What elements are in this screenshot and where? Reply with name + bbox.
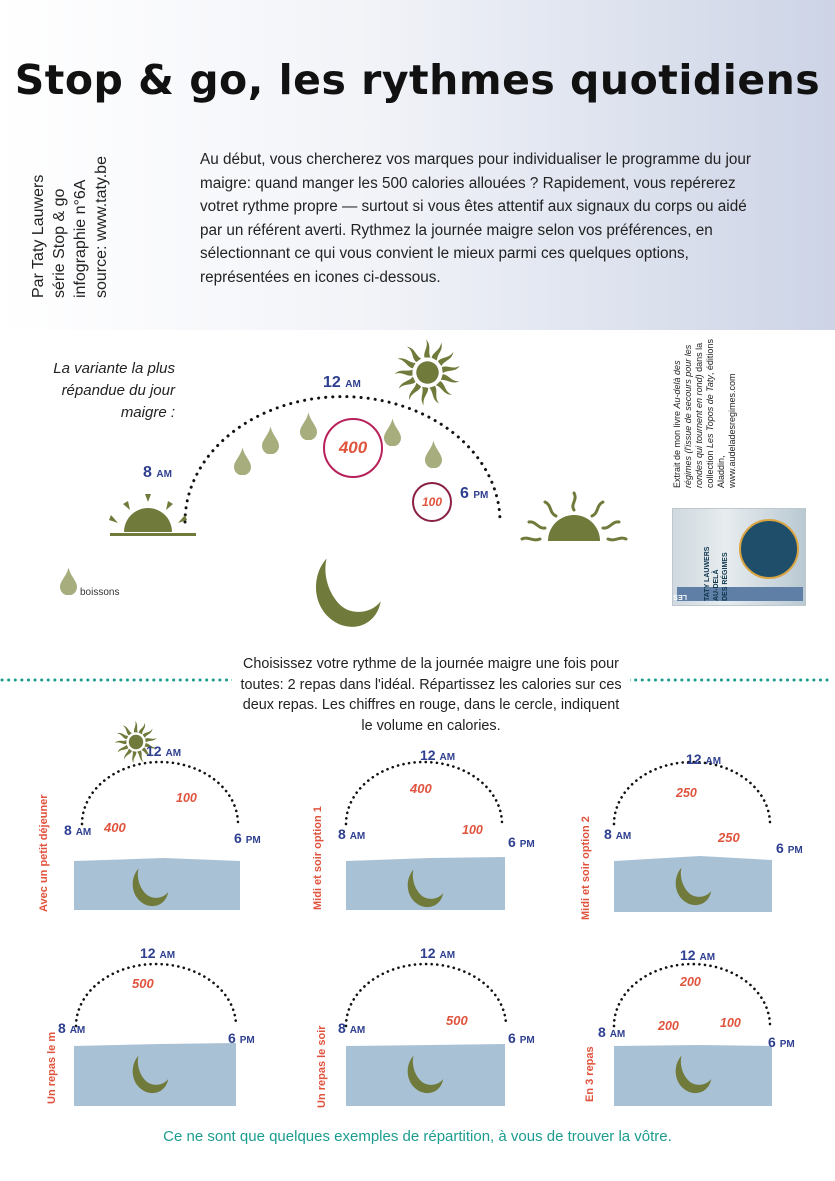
calorie-value: 100 [421, 495, 443, 509]
calorie-value: 500 [132, 976, 154, 991]
hour-label-8am: 8 AM [604, 826, 632, 842]
drink-legend-drop-icon [60, 567, 77, 595]
page-title: Stop & go, les rythmes quotidiens [14, 56, 821, 104]
calorie-value: 500 [446, 1013, 468, 1028]
calorie-value: 200 [658, 1019, 679, 1033]
intro-paragraph: Au début, vous chercherez vos marques pour individualiser le programme du jour maigre: quand manger les 500 calories allouées ? Rapidement, vous repérerez votret rythme propre — surtout si vous êtes attentif aux signaux du corps ou aidé par un référent averti. Rythmez la journée maigre selon vos préférences, en sélectionnant ce qui vous convient le mieux parmi ces quelques options, représentées en icones ci-dessous. [200, 151, 751, 286]
drink-drop-icon [300, 412, 317, 440]
calorie-value: 400 [104, 820, 126, 835]
option-label: Midi et soir option 2 [580, 816, 592, 920]
option-label: Un repas le m [46, 1031, 58, 1104]
option-label: Avec un petit déjeuner [38, 794, 50, 912]
drink-drop-icon [425, 440, 442, 468]
hour-label-6pm: 6 PM [508, 1030, 535, 1046]
book-series-label: LES TOPOS [647, 593, 687, 600]
drink-drop-icon [384, 418, 401, 446]
hour-label-12am: 12 AM [420, 945, 456, 961]
hour-label-8am: 8 AM [338, 826, 366, 842]
hour-label-6pm: 6 PM [460, 485, 489, 502]
calorie-value: 100 [176, 791, 197, 805]
hour-label-6pm: 6 PM [228, 1030, 255, 1046]
option-label: Un repas le soir [316, 1025, 328, 1108]
credit-line: source: www.taty.be [93, 156, 110, 298]
hour-label-8am: 8 AM [338, 1020, 366, 1036]
option-label: En 3 repas [584, 1046, 596, 1102]
hour-label-12am: 12 AM [146, 743, 182, 759]
book-cover-title: TATY LAUWERS AU-DELÀ DES RÉGIMES [704, 546, 729, 601]
calorie-value: 250 [718, 830, 740, 845]
calorie-value: 200 [680, 975, 701, 989]
calorie-value: 400 [410, 781, 432, 796]
hour-label-6pm: 6 PM [508, 834, 535, 850]
variant-label: La variante la plus répandue du jour maigre : [53, 360, 175, 421]
hour-label-12am: 12 AM [686, 751, 722, 767]
hour-label-6pm: 6 PM [768, 1034, 795, 1050]
calorie-value: 400 [338, 438, 368, 457]
drinks-legend-label: boissons [80, 587, 120, 598]
sunrise-icon [109, 494, 196, 536]
drink-drop-icon [234, 447, 251, 475]
calorie-value: 250 [676, 786, 697, 800]
hour-label-8am: 8 AM [64, 822, 92, 838]
hour-label-12am: 12 AM [420, 747, 456, 763]
book-cover [647, 508, 806, 606]
choose-instructions: Choisissez votre rythme de la journée maigre une fois pour toutes: 2 repas dans l'idéal. Répartissez les calories sur ces deux repas. Les chiffres en rouge, dans le cercle, indiquent le volume en calories. [240, 656, 622, 734]
author-credit [28, 68, 112, 298]
water-panel [614, 1045, 772, 1106]
hour-label-12am: 12 AM [323, 374, 361, 391]
water-panel [74, 1043, 236, 1106]
moon-icon [316, 559, 381, 627]
hour-label-8am: 8 AM [143, 464, 172, 481]
credit-line: série Stop & go [51, 188, 68, 298]
footer-note: Ce ne sont que quelques exemples de répartition, à vous de trouver la vôtre. [163, 1128, 672, 1145]
hour-label-6pm: 6 PM [776, 840, 803, 856]
credit-line: Par Taty Lauwers [30, 174, 47, 298]
hour-label-12am: 12 AM [140, 945, 176, 961]
credit-line: infographie n°6A [72, 179, 89, 298]
book-extract-text: Extrait de mon livre Au-delà des régimes (l'issue de secours pour les rondes qui tournent en rond) dans la collection Les Topos de Taty, éditions Aladdin, www.audeladesregimes.com [672, 339, 737, 488]
options-diagram [0, 740, 835, 1140]
hour-label-12am: 12 AM [680, 947, 716, 963]
drink-drop-icon [262, 426, 279, 454]
book-website: www.audeladesregimes.com [727, 373, 737, 488]
hour-label-6pm: 6 PM [234, 830, 261, 846]
noon-sun-icon [395, 340, 461, 406]
calorie-value: 100 [720, 1016, 741, 1030]
hour-label-8am: 8 AM [58, 1020, 86, 1036]
water-panel [346, 1044, 505, 1106]
hour-label-8am: 8 AM [598, 1024, 626, 1040]
calorie-value: 100 [462, 823, 483, 837]
option-label: Midi et soir option 1 [312, 806, 324, 910]
sunset-icon [522, 493, 626, 541]
